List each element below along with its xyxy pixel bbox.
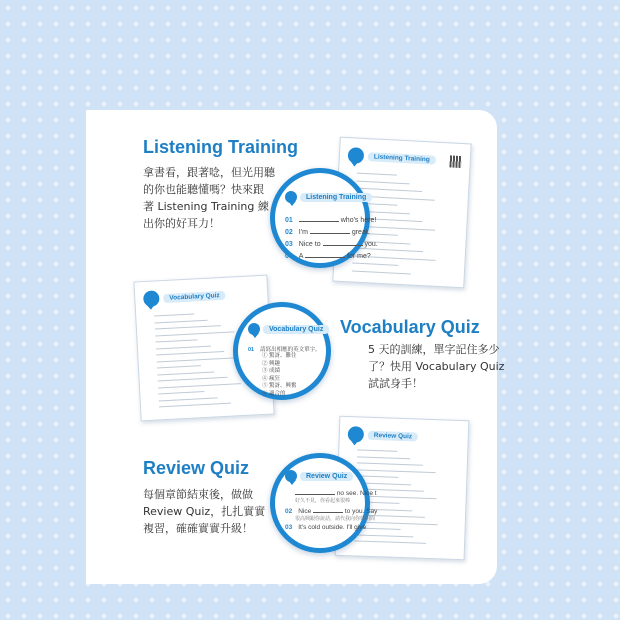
qr-code-icon [449, 155, 462, 168]
worksheet-answer-line [357, 469, 436, 473]
vocabulary-quiz-text: 5 天的訓練，單字記住多少 了？快用 Vocabulary Quiz 試試身手！ [368, 343, 505, 390]
speech-bubble-icon [285, 470, 297, 482]
worksheet-answer-line [156, 345, 211, 349]
worksheet-answer-line [154, 313, 194, 316]
worksheet-answer-line [352, 262, 398, 265]
worksheet-answer-line [155, 331, 234, 336]
listening-training-text: 拿書看，跟著唸，但光用聽 的你也能聽懂嗎？快來跟 著 Listening Training 練 出你的好耳力！ [143, 166, 275, 230]
review-magnifier: Review Quiz no see. Nice t 好久不見，你看起來很棒 02 Nice to you. Say 很高興跟你說話，請代我向你姐姐問 03 It's cold outside. I'll give [270, 453, 370, 553]
review-quiz-text: 每個章節結束後，做做 Review Quiz，扎扎實實 複習，確確實實升級！ [143, 488, 266, 535]
worksheet-answer-line [357, 456, 410, 459]
worksheet-answer-line [354, 534, 413, 537]
vocabulary-magnifier: Vocabulary Quiz 01 請寫出相應的英文單字。 ① 驚訝、難住 ② 興趣 ③ 成績 ④ 瘋狂 ⑤ 驚訝、興奮 ⑥ 適合的 [233, 302, 331, 400]
worksheet-answer-line [357, 173, 397, 176]
speech-bubble-icon [285, 191, 297, 203]
worksheet-answer-line [357, 462, 423, 465]
worksheet-answer-line [157, 371, 214, 375]
worksheet-answer-line [155, 319, 208, 323]
speech-bubble-icon [348, 147, 365, 164]
worksheet-answer-line [158, 391, 204, 394]
worksheet-answer-line [155, 325, 221, 329]
listening-magnifier-header: Listening Training [300, 193, 372, 202]
listening-training-title: Listening Training [143, 137, 299, 157]
speech-bubble-icon [248, 323, 260, 335]
speech-bubble-icon [348, 426, 365, 443]
worksheet-answer-line [158, 377, 228, 382]
vocabulary-quiz-title: Vocabulary Quiz [340, 317, 480, 337]
review-magnifier-header: Review Quiz [300, 472, 353, 481]
worksheet-answer-line [159, 397, 218, 401]
speech-bubble-icon [143, 290, 160, 307]
review-sheet-header: Review Quiz [368, 430, 419, 441]
vocabulary-sheet-header: Vocabulary Quiz [163, 290, 226, 302]
worksheet-answer-line [156, 351, 224, 356]
worksheet-answer-line [357, 180, 410, 184]
worksheet-answer-line [156, 339, 198, 342]
review-quiz-title: Review Quiz [143, 458, 250, 478]
listening-sheet-header: Listening Training [368, 152, 436, 165]
worksheet-answer-line [159, 403, 231, 408]
worksheet-answer-line [352, 270, 411, 274]
worksheet-answer-line [354, 540, 426, 544]
worksheet-answer-line [158, 383, 241, 388]
listening-magnifier: Listening Training 01 who's here! 02 I'm great. 03 Nice to you. 04 A for me? [270, 168, 370, 268]
worksheet-answer-line [357, 449, 397, 451]
vocabulary-magnifier-header: Vocabulary Quiz [263, 325, 329, 334]
worksheet-answer-line [157, 357, 238, 362]
worksheet-answer-line [157, 365, 201, 368]
